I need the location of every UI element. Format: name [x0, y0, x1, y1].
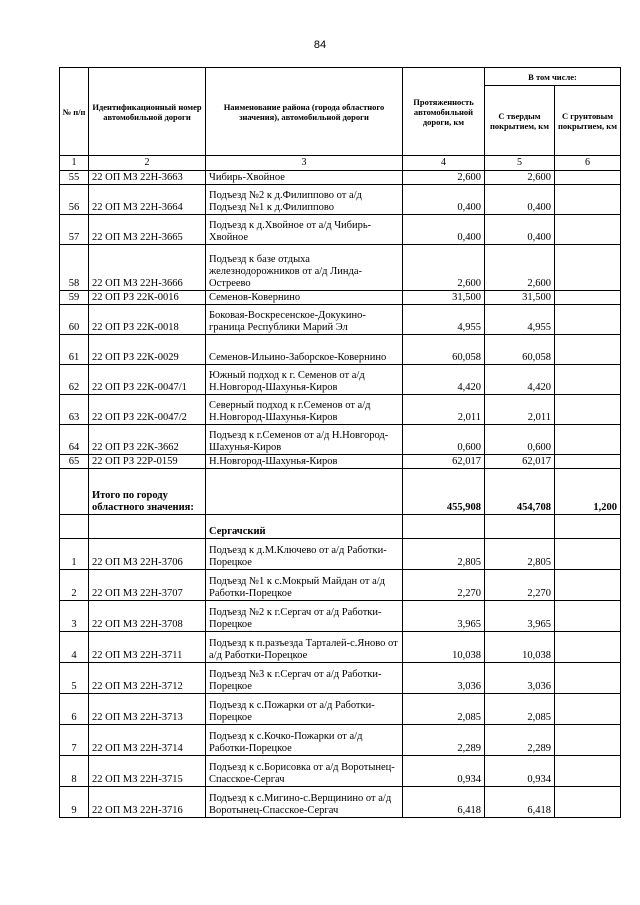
hard-surface-length: 60,058: [485, 335, 555, 365]
road-id: 22 ОП МЗ 22Н-3707: [89, 570, 206, 601]
hard-surface-length: 0,600: [485, 425, 555, 455]
road-id: 22 ОП РЗ 22Р-0159: [89, 455, 206, 469]
hard-surface-length: 4,955: [485, 305, 555, 335]
table-row: [60, 455, 621, 469]
total-dirt-surface: 1,200: [555, 469, 621, 515]
dirt-surface-length: [555, 570, 621, 601]
table-row: [60, 601, 621, 632]
road-length: 3,965: [403, 601, 485, 632]
dirt-surface-length: [555, 601, 621, 632]
header-dirt: С грунтовым покрытием, км: [555, 86, 621, 156]
table-row: [60, 632, 621, 663]
table-row: [60, 171, 621, 185]
road-length: 31,500: [403, 291, 485, 305]
row-number: 4: [60, 632, 89, 663]
district-empty-cell: [89, 515, 206, 539]
column-numbers-row: [60, 156, 621, 171]
road-length: 2,011: [403, 395, 485, 425]
road-name: Подъезд к с.Пожарки от а/д Работки-Порецкое: [206, 694, 403, 725]
road-id: 22 ОП МЗ 22Н-3714: [89, 725, 206, 756]
road-id: 22 ОП МЗ 22Н-3716: [89, 787, 206, 818]
road-length: 60,058: [403, 335, 485, 365]
row-number: 65: [60, 455, 89, 469]
road-length: 62,017: [403, 455, 485, 469]
road-id: 22 ОП МЗ 22Н-3712: [89, 663, 206, 694]
hard-surface-length: 2,085: [485, 694, 555, 725]
road-id: 22 ОП РЗ 22К-3662: [89, 425, 206, 455]
dirt-surface-length: [555, 291, 621, 305]
table-row: [60, 570, 621, 601]
road-name: Подъезд к с.Мигино-с.Верщинино от а/д Воротынец-Спасское-Сергач: [206, 787, 403, 818]
district-name: Сергачский: [206, 515, 403, 539]
column-number: 1: [60, 156, 89, 171]
road-name: Подъезд к с.Борисовка от а/д Воротынец-Спасское-Сергач: [206, 756, 403, 787]
dirt-surface-length: [555, 787, 621, 818]
table-row: [60, 185, 621, 215]
hard-surface-length: 2,011: [485, 395, 555, 425]
column-number: 3: [206, 156, 403, 171]
road-name: Подъезд №3 к г.Сергач от а/д Работки-Порецкое: [206, 663, 403, 694]
road-id: 22 ОП МЗ 22Н-3664: [89, 185, 206, 215]
dirt-surface-length: [555, 725, 621, 756]
road-name: Северный подход к г.Семенов от а/д Н.Новгород-Шахунья-Киров: [206, 395, 403, 425]
hard-surface-length: 3,965: [485, 601, 555, 632]
total-empty-cell: [60, 469, 89, 515]
road-length: 2,805: [403, 539, 485, 570]
road-name: Подъезд №2 к д.Филиппово от а/д Подъезд №1 к д.Филиппово: [206, 185, 403, 215]
row-number: 3: [60, 601, 89, 632]
road-length: 3,036: [403, 663, 485, 694]
row-number: 9: [60, 787, 89, 818]
table-row: [60, 725, 621, 756]
road-length: 2,600: [403, 245, 485, 291]
header-num: № п/п: [60, 68, 89, 156]
row-number: 56: [60, 185, 89, 215]
hard-surface-length: 0,934: [485, 756, 555, 787]
column-number: 2: [89, 156, 206, 171]
header-length: Протяженность автомобильной дороги, км: [403, 68, 485, 156]
total-label: Итого по городу областного значения:: [89, 469, 206, 515]
table-row: [60, 215, 621, 245]
hard-surface-length: 0,400: [485, 185, 555, 215]
page-number: 84: [313, 39, 327, 51]
road-length: 4,955: [403, 305, 485, 335]
road-name: Чибирь-Хвойное: [206, 171, 403, 185]
table-row: [60, 539, 621, 570]
row-number: 8: [60, 756, 89, 787]
road-id: 22 ОП РЗ 22К-0029: [89, 335, 206, 365]
row-number: 59: [60, 291, 89, 305]
dirt-surface-length: [555, 171, 621, 185]
dirt-surface-length: [555, 425, 621, 455]
column-number: 5: [485, 156, 555, 171]
table-row: [60, 756, 621, 787]
road-name: Подъезд к д.М.Ключево от а/д Работки-Порецкое: [206, 539, 403, 570]
district-row: [60, 515, 621, 539]
road-id: 22 ОП МЗ 22Н-3706: [89, 539, 206, 570]
hard-surface-length: 2,600: [485, 245, 555, 291]
road-length: 6,418: [403, 787, 485, 818]
table-row: [60, 365, 621, 395]
road-id: 22 ОП МЗ 22Н-3665: [89, 215, 206, 245]
road-name: Подъезд №2 к г.Сергач от а/д Работки-Порецкое: [206, 601, 403, 632]
road-id: 22 ОП МЗ 22Н-3666: [89, 245, 206, 291]
dirt-surface-length: [555, 335, 621, 365]
total-blank-cell: [206, 469, 403, 515]
row-number: 58: [60, 245, 89, 291]
district-empty-cell: [485, 515, 555, 539]
road-name: Подъезд к базе отдыха железнодорожников от а/д Линда-Остреево: [206, 245, 403, 291]
table-row: [60, 305, 621, 335]
road-id: 22 ОП МЗ 22Н-3663: [89, 171, 206, 185]
row-number: 60: [60, 305, 89, 335]
table-row: [60, 335, 621, 365]
total-length: 455,908: [403, 469, 485, 515]
table-row: [60, 694, 621, 725]
column-number: 4: [403, 156, 485, 171]
dirt-surface-length: [555, 455, 621, 469]
hard-surface-length: 31,500: [485, 291, 555, 305]
road-length: 0,600: [403, 425, 485, 455]
road-name: Подъезд к д.Хвойное от а/д Чибирь-Хвойное: [206, 215, 403, 245]
header-hard: С твердым покрытием, км: [485, 86, 555, 156]
road-length: 0,400: [403, 185, 485, 215]
table-row: [60, 787, 621, 818]
road-name: Подъезд №1 к с.Мокрый Майдан от а/д Работки-Порецкое: [206, 570, 403, 601]
dirt-surface-length: [555, 185, 621, 215]
road-length: 4,420: [403, 365, 485, 395]
road-name: Подъезд к п.разъезда Тарталей-с.Яново от а/д Работки-Порецкое: [206, 632, 403, 663]
row-number: 7: [60, 725, 89, 756]
road-name: Семенов-Ильино-Заборское-Ковернино: [206, 335, 403, 365]
dirt-surface-length: [555, 756, 621, 787]
road-length: 2,270: [403, 570, 485, 601]
dirt-surface-length: [555, 632, 621, 663]
hard-surface-length: 2,600: [485, 171, 555, 185]
hard-surface-length: 62,017: [485, 455, 555, 469]
road-length: 0,400: [403, 215, 485, 245]
dirt-surface-length: [555, 215, 621, 245]
row-number: 6: [60, 694, 89, 725]
row-number: 55: [60, 171, 89, 185]
row-number: 64: [60, 425, 89, 455]
road-name: Боковая-Воскресенское-Докукино-граница Республики Марий Эл: [206, 305, 403, 335]
header-name: Наименование района (города областного значения), автомобильной дороги: [206, 68, 403, 156]
table-row: [60, 425, 621, 455]
road-name: Подъезд к г.Семенов от а/д Н.Новгород-Шахунья-Киров: [206, 425, 403, 455]
road-id: 22 ОП РЗ 22К-0016: [89, 291, 206, 305]
header-id: Идентификационный номер автомобильной дороги: [89, 68, 206, 156]
dirt-surface-length: [555, 694, 621, 725]
header-including: В том числе:: [485, 68, 621, 86]
road-length: 10,038: [403, 632, 485, 663]
road-name: Н.Новгород-Шахунья-Киров: [206, 455, 403, 469]
table-header: [60, 68, 621, 156]
road-length: 2,085: [403, 694, 485, 725]
row-number: 63: [60, 395, 89, 425]
row-number: 5: [60, 663, 89, 694]
district-empty-cell: [555, 515, 621, 539]
table-body: [60, 156, 621, 818]
road-id: 22 ОП МЗ 22Н-3713: [89, 694, 206, 725]
road-name: Южный подход к г. Семенов от а/д Н.Новгород-Шахунья-Киров: [206, 365, 403, 395]
row-number: 61: [60, 335, 89, 365]
district-empty-cell: [60, 515, 89, 539]
row-number: 1: [60, 539, 89, 570]
hard-surface-length: 2,289: [485, 725, 555, 756]
total-hard-surface: 454,708: [485, 469, 555, 515]
road-id: 22 ОП МЗ 22Н-3711: [89, 632, 206, 663]
row-number: 2: [60, 570, 89, 601]
hard-surface-length: 10,038: [485, 632, 555, 663]
dirt-surface-length: [555, 365, 621, 395]
road-id: 22 ОП МЗ 22Н-3715: [89, 756, 206, 787]
dirt-surface-length: [555, 395, 621, 425]
hard-surface-length: 2,805: [485, 539, 555, 570]
hard-surface-length: 6,418: [485, 787, 555, 818]
hard-surface-length: 2,270: [485, 570, 555, 601]
total-row: [60, 469, 621, 515]
district-empty-cell: [403, 515, 485, 539]
dirt-surface-length: [555, 305, 621, 335]
column-number: 6: [555, 156, 621, 171]
road-id: 22 ОП РЗ 22К-0047/2: [89, 395, 206, 425]
table-row: [60, 291, 621, 305]
road-id: 22 ОП МЗ 22Н-3708: [89, 601, 206, 632]
hard-surface-length: 4,420: [485, 365, 555, 395]
road-length: 2,600: [403, 171, 485, 185]
table-row: [60, 663, 621, 694]
hard-surface-length: 3,036: [485, 663, 555, 694]
row-number: 62: [60, 365, 89, 395]
dirt-surface-length: [555, 663, 621, 694]
road-id: 22 ОП РЗ 22К-0018: [89, 305, 206, 335]
row-number: 57: [60, 215, 89, 245]
road-id: 22 ОП РЗ 22К-0047/1: [89, 365, 206, 395]
roads-table: [59, 67, 621, 818]
road-length: 0,934: [403, 756, 485, 787]
road-name: Подъезд к с.Кочко-Пожарки от а/д Работки-Порецкое: [206, 725, 403, 756]
road-length: 2,289: [403, 725, 485, 756]
road-name: Семенов-Ковернино: [206, 291, 403, 305]
table-row: [60, 245, 621, 291]
hard-surface-length: 0,400: [485, 215, 555, 245]
dirt-surface-length: [555, 245, 621, 291]
dirt-surface-length: [555, 539, 621, 570]
table-row: [60, 395, 621, 425]
